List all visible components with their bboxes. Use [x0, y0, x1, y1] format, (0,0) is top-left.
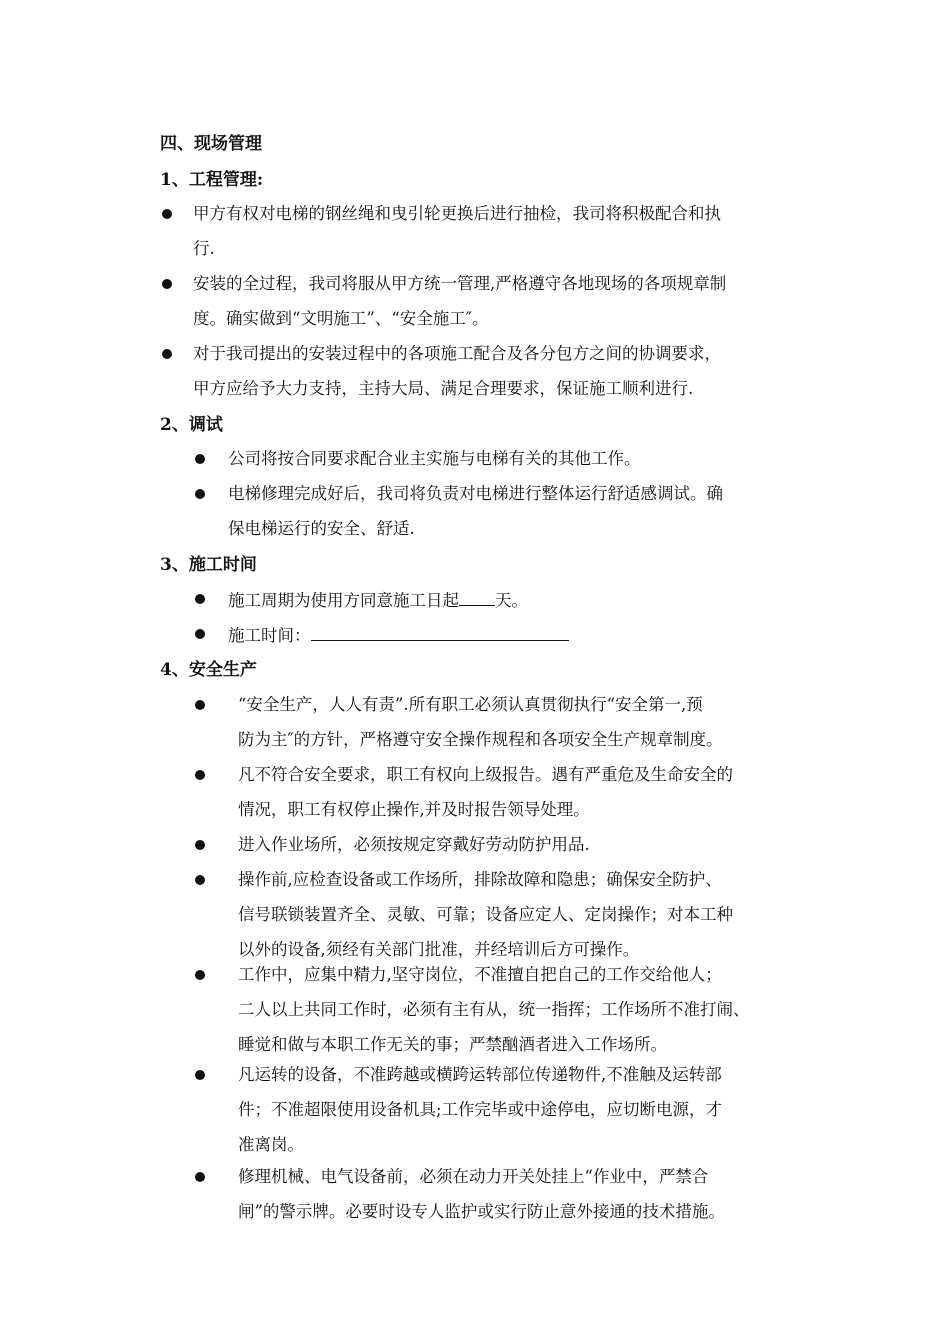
bullet-icon [162, 209, 172, 219]
construction-days-blank [459, 587, 495, 606]
list-item-line: 公司将按合同要求配合业主实施与电梯有关的其他工作。 [228, 449, 641, 468]
bullet-icon [195, 1070, 205, 1080]
list-item-line: 情况，职工有权停止操作,并及时报告领导处理。 [238, 800, 590, 819]
list-item-line: 凡运转的设备，不准跨越或横跨运转部位传递物件,不准触及运转部 [238, 1065, 722, 1084]
bullet-icon [195, 840, 205, 850]
list-item-line: 度。确实做到“文明施工”、“安全施工″。 [193, 309, 489, 328]
list-item-line: 准离岗。 [238, 1135, 304, 1154]
section-heading-project-management: 1、工程管理: [160, 170, 264, 190]
list-item-line: “安全生产，人人有责”.所有职工必须认真贯彻执行“安全第一,预 [238, 695, 703, 714]
list-item-line: 电梯修理完成好后，我司将负责对电梯进行整体运行舒适感调试。确 [228, 484, 723, 503]
bullet-icon [195, 594, 205, 604]
construction-period-suffix: 天。 [495, 591, 528, 610]
list-item-line: 保电梯运行的安全、舒适. [228, 519, 415, 538]
list-item-line: 以外的设备,须经有关部门批准，并经培训后方可操作。 [238, 940, 640, 959]
bullet-icon [195, 770, 205, 780]
bullet-icon [162, 349, 172, 359]
bullet-icon [195, 875, 205, 885]
list-item-line: 操作前,应检查设备或工作场所，排除故障和隐患；确保安全防护、 [238, 870, 722, 889]
list-item-line: 行. [193, 239, 215, 258]
list-item-line: 防为主″的方针，严格遵守安全操作规程和各项安全生产规章制度。 [238, 730, 723, 749]
construction-time-line [228, 622, 569, 648]
bullet-icon [195, 454, 205, 464]
list-item-line: 甲方应给予大力支持，主持大局、满足合理要求，保证施工顺利进行. [193, 379, 694, 398]
section-heading-site-management: 四、现场管理 [160, 134, 262, 154]
bullet-icon [195, 629, 205, 639]
list-item-line: 安装的全过程，我司将服从甲方统一管理,严格遵守各地现场的各项规章制 [193, 274, 727, 293]
list-item-line: 二人以上共同工作时，必须有主有从，统一指挥；工作场所不准打闹、 [238, 1000, 750, 1019]
section-heading-safety: 4、安全生产 [160, 660, 257, 680]
section-heading-construction-time: 3、施工时间 [160, 555, 257, 575]
list-item-line: 闸”的警示牌。必要时设专人监护或实行防止意外接通的技术措施。 [238, 1202, 725, 1221]
list-item-line: 凡不符合安全要求，职工有权向上级报告。遇有严重危及生命安全的 [238, 765, 733, 784]
bullet-icon [195, 1172, 205, 1182]
bullet-icon [195, 970, 205, 980]
list-item-line: 工作中，应集中精力,坚守岗位，不准擅自把自己的工作交给他人； [238, 965, 722, 984]
construction-period-prefix: 施工周期为使用方同意施工日起 [228, 591, 459, 610]
section-heading-commissioning: 2、调试 [160, 415, 223, 435]
list-item-line: 件；不准超限使用设备机具;工作完毕或中途停电，应切断电源，才 [238, 1100, 723, 1119]
list-item-line: 睡觉和做与本职工作无关的事；严禁酗酒者进入工作场所。 [238, 1035, 667, 1054]
list-item-line: 进入作业场所，必须按规定穿戴好劳动防护用品. [238, 835, 590, 854]
bullet-icon [162, 279, 172, 289]
list-item-line: 甲方有权对电梯的钢丝绳和曳引轮更换后进行抽检，我司将积极配合和执 [193, 204, 721, 223]
construction-time-label: 施工时间： [228, 626, 311, 645]
list-item-line: 信号联锁装置齐全、灵敏、可靠；设备应定人、定岗操作；对本工种 [238, 905, 733, 924]
construction-period-line [228, 587, 528, 613]
bullet-icon [195, 489, 205, 499]
list-item-line: 对于我司提出的安装过程中的各项施工配合及各分包方之间的协调要求， [193, 344, 721, 363]
construction-time-blank [311, 622, 569, 641]
bullet-icon [195, 700, 205, 710]
list-item-line: 修理机械、电气设备前，必须在动力开关处挂上“作业中，严禁合 [238, 1167, 709, 1186]
